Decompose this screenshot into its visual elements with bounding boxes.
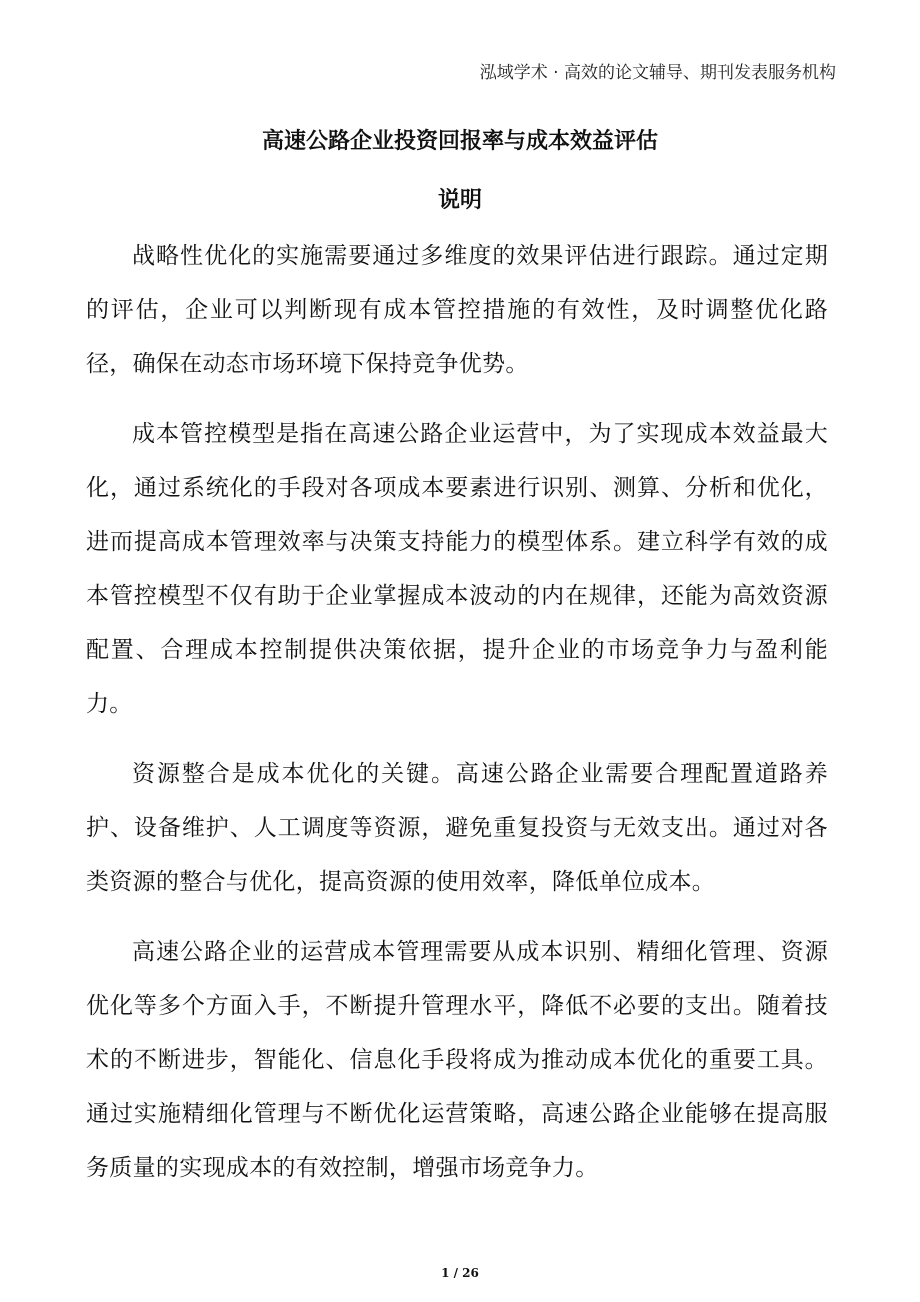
section-title: 说明 [437,188,482,213]
document-title: 高速公路企业投资回报率与成本效益评估 [261,129,658,154]
paragraph-1: 战略性优化的实施需要通过多维度的效果评估进行跟踪。通过定期的评估，企业可以判断现有成本管控措施的有效性，及时调整优化路径，确保在动态市场环境下保持竞争优势。 [86,243,828,377]
paragraph-2: 成本管控模型是指在高速公路企业运营中，为了实现成本效益最大化，通过系统化的手段对各项成本要素进行识别、测算、分析和优化，进而提高成本管理效率与决策支持能力的模型体系。建立科学有效的成本管控模型不仅有助于企业掌握成本波动的内在规律，还能为高效资源配置、合理成本控制提供决策依据，提升企业的市场竞争力与盈利能力。 [86,421,828,717]
document-body [86,229,828,1211]
paragraph-4: 高速公路企业的运营成本管理需要从成本识别、精细化管理、资源优化等多个方面入手，不断提升管理水平，降低不必要的支出。随着技术的不断进步，智能化、信息化手段将成为推动成本优化的重要工具。通过实施精细化管理与不断优化运营策略，高速公路企业能够在提高服务质量的实现成本的有效控制，增强市场竞争力。 [86,939,828,1181]
page-header: 泓域学术 · 高效的论文辅导、期刊发表服务机构 [479,63,836,83]
paragraph-3: 资源整合是成本优化的关键。高速公路企业需要合理配置道路养护、设备维护、人工调度等资源，避免重复投资与无效支出。通过对各类资源的整合与优化，提高资源的使用效率，降低单位成本。 [86,761,828,895]
page-number: 1 / 26 [441,1266,479,1280]
